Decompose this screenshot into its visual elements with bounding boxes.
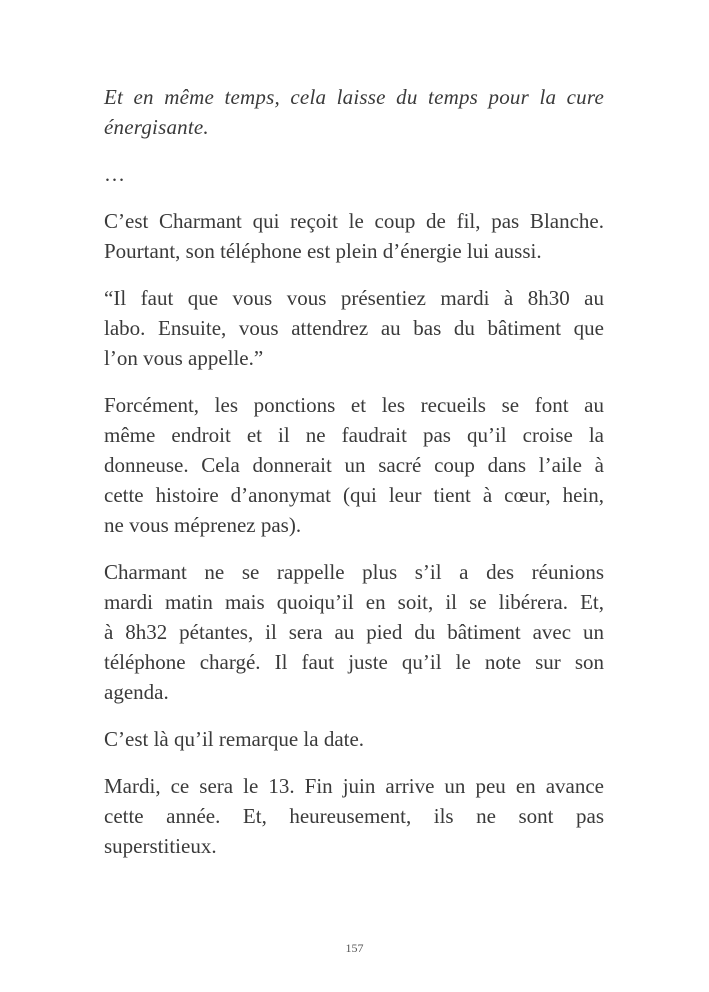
paragraph-p-mardi: [104, 771, 604, 861]
text-line: Charmant ne se rappelle plus s’il a des réunions: [104, 560, 604, 584]
paragraph-p-quote: [104, 283, 604, 373]
text-line: C’est là qu’il remarque la date.: [104, 727, 365, 751]
text-line: à 8h32 pétantes, il sera au pied du bâtiment avec un: [104, 620, 604, 644]
text-line: mardi matin mais quoiqu’il en soit, il se libérera. Et,: [104, 590, 604, 614]
text-line: Forcément, les ponctions et les recueils se font au: [104, 393, 604, 417]
paragraph-p-phone-call: [104, 206, 604, 266]
text-line: “Il faut que vous vous présentiez mardi à 8h30 au: [104, 286, 604, 310]
text-line: superstitieux.: [104, 834, 217, 858]
text-line: donneuse. Cela donnerait un sacré coup dans l’aile à: [104, 453, 604, 477]
text-line: énergisante.: [104, 115, 209, 139]
text-line: même endroit et il ne faudrait pas qu’il croise la: [104, 423, 604, 447]
paragraph-ellipsis: [104, 159, 604, 189]
text-line: Et en même temps, cela laisse du temps pour la cure: [104, 85, 604, 109]
text-line: téléphone chargé. Il faut juste qu’il le note sur son: [104, 650, 604, 674]
text-line: cette histoire d’anonymat (qui leur tient à cœur, hein,: [104, 483, 604, 507]
page-body: [104, 82, 604, 878]
text-line: C’est Charmant qui reçoit le coup de fil, pas Blanche.: [104, 209, 604, 233]
paragraph-italic-intro: [104, 82, 604, 142]
text-line: agenda.: [104, 680, 169, 704]
text-line: ne vous méprenez pas).: [104, 513, 302, 537]
text-line: l’on vous appelle.”: [104, 346, 264, 370]
text-line: …: [104, 162, 126, 186]
text-line: labo. Ensuite, vous attendrez au bas du bâtiment que: [104, 316, 604, 340]
paragraph-p-forcement: [104, 390, 604, 540]
text-line: Pourtant, son téléphone est plein d’énergie lui aussi.: [104, 239, 542, 263]
paragraph-p-date: [104, 724, 604, 754]
text-line: cette année. Et, heureusement, ils ne sont pas: [104, 804, 604, 828]
paragraph-p-reunions: [104, 557, 604, 707]
text-line: Mardi, ce sera le 13. Fin juin arrive un peu en avance: [104, 774, 604, 798]
page-number: 157: [345, 941, 364, 955]
